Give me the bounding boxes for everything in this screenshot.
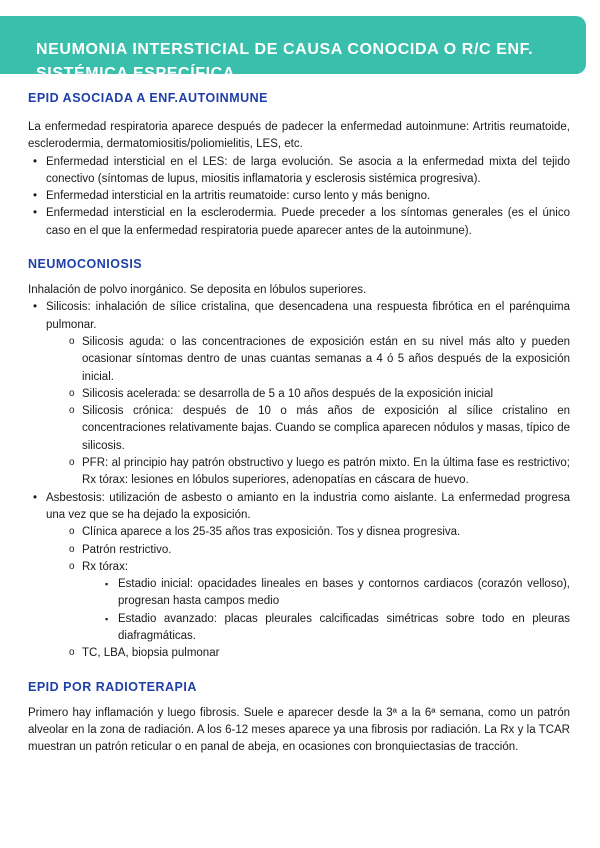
paragraph: La enfermedad respiratoria aparece después de padecer la enfermedad autoinmune: Artritis reumatoide, esclerodermia, dermatomiositis/poliomielitis, LES, etc. bbox=[28, 121, 570, 151]
section-heading: EPID POR RADIOTERAPIA bbox=[28, 679, 197, 694]
document-body bbox=[28, 90, 570, 773]
sub-list-item: o Silicosis aguda: o las concentraciones de exposición están en su nivel más alto y pueden ocasionar síntomas dentro de unas cuantas semanas a 4 ó 5 años después de la exposición inicial. bbox=[64, 334, 570, 386]
title-banner bbox=[0, 16, 586, 82]
sub-list-item: o Patrón restrictivo. bbox=[64, 542, 570, 559]
section-radioterapia bbox=[28, 679, 570, 757]
section-heading: NEUMOCONIOSIS bbox=[28, 257, 143, 272]
list-item-asbestosis bbox=[28, 490, 570, 663]
list-item-label: Asbestosis: utilización de asbesto o amianto en la industria como aislante. La enfermedad progresa una vez que se ha dejado la exposición. bbox=[46, 491, 570, 521]
page-title: NEUMONIA INTERSTICIAL DE CAUSA CONOCIDA O R/C ENF. SISTÉMICA ESPECÍFICA bbox=[36, 41, 534, 82]
sub-list-item-label: Rx tórax: bbox=[82, 560, 129, 573]
paragraph: Inhalación de polvo inorgánico. Se deposita en lóbulos superiores. bbox=[28, 284, 367, 297]
list-item: • Enfermedad intersticial en la artritis reumatoide: curso lento y más benigno. bbox=[28, 188, 570, 205]
sub-list-item: o Silicosis crónica: después de 10 o más años de exposición al sílice cristalino en concentraciones relativamente bajas. Cuando se complica aparecen nódulos y masas, típico de silicosis. bbox=[64, 403, 570, 455]
sub-list bbox=[64, 524, 570, 662]
sub-list-item-rx bbox=[64, 559, 570, 645]
sub-sub-list bbox=[100, 576, 570, 645]
sub-sub-list-item: ▪ Estadio avanzado: placas pleurales calcificadas simétricas sobre todo en pleuras diafragmáticas. bbox=[100, 611, 570, 646]
bullet-list bbox=[28, 154, 570, 240]
section-neumoconiosis bbox=[28, 256, 570, 663]
sub-list bbox=[64, 334, 570, 490]
section-heading: EPID ASOCIADA A ENF.AUTOINMUNE bbox=[28, 91, 269, 105]
sub-list-item: o Silicosis acelerada: se desarrolla de 5 a 10 años después de la exposición inicial bbox=[64, 386, 570, 403]
sub-list-item: o Clínica aparece a los 25-35 años tras exposición. Tos y disnea progresiva. bbox=[64, 524, 570, 541]
list-item-silicosis bbox=[28, 299, 570, 489]
list-item-label: Silicosis: inhalación de sílice cristalina, que desencadena una respuesta fibrótica en el parénquima pulmonar. bbox=[46, 301, 570, 331]
section-autoinmune bbox=[28, 90, 570, 240]
bullet-list bbox=[28, 299, 570, 662]
list-item: • Enfermedad intersticial en la esclerodermia. Puede preceder a los síntomas generales (es el único caso en el que la enfermedad respiratoria puede aparecer antes de la autoinmune). bbox=[28, 205, 570, 240]
paragraph: Primero hay inflamación y luego fibrosis. Suele e aparecer desde la 3ª a la 6ª semana, como un patrón alveolar en la zona de radiación. A los 6-12 meses aparece ya una fibrosis por radiación. La Rx y la TCAR muestran un patrón reticular o en panal de abeja, en ocasiones con bronquiectasias de tracción. bbox=[28, 706, 570, 754]
list-item: • Enfermedad intersticial en el LES: de larga evolución. Se asocia a la enfermedad mixta del tejido conectivo (síntomas de lupus, miositis inflamatoria y esclerosis sistémica progresiva). bbox=[28, 154, 570, 189]
sub-sub-list-item: ▪ Estadio inicial: opacidades lineales en bases y contornos cardiacos (corazón velloso), progresan hasta campos medio bbox=[100, 576, 570, 611]
sub-list-item: o PFR: al principio hay patrón obstructivo y luego es patrón mixto. En la última fase es restrictivo; Rx tórax: lesiones en lóbulos superiores, adenopatías en cáscara de huevo. bbox=[64, 455, 570, 490]
sub-list-item: o TC, LBA, biopsia pulmonar bbox=[64, 645, 570, 662]
